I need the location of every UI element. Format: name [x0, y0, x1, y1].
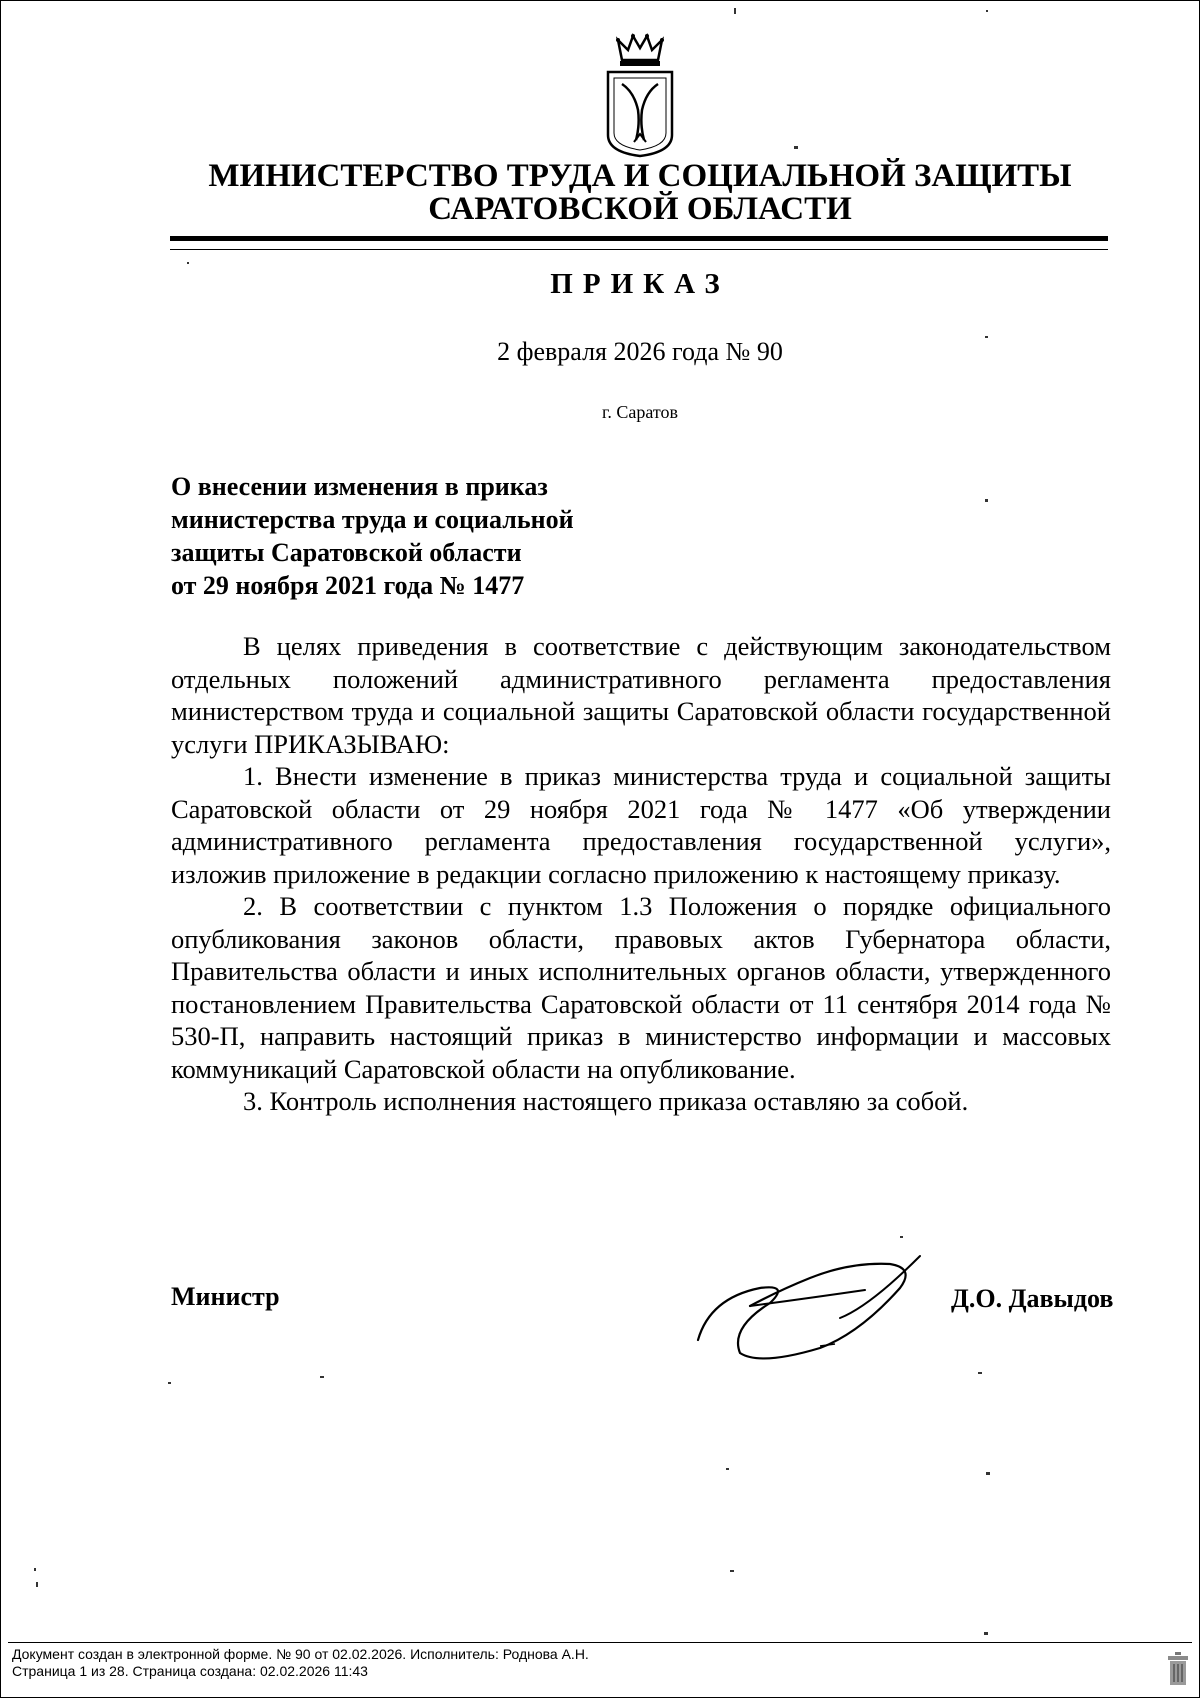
ministry-line-1: МИНИСТЕРСТВО ТРУДА И СОЦИАЛЬНОЙ ЗАЩИТЫ: [208, 158, 1072, 194]
scan-speck: [985, 499, 988, 502]
subject-line: О внесении изменения в приказ: [171, 472, 548, 501]
scan-speck: [986, 1472, 990, 1475]
subject-line: защиты Саратовской области: [171, 538, 522, 567]
body-paragraph-preamble: В целях приведения в соответствие с действующим законодательством отдельных положений административного регламента предоставления министерством труда и социальной защиты Саратовской области государственной услуги ПРИКАЗЫВАЮ:: [171, 631, 1111, 759]
scan-speck: [34, 1568, 36, 1571]
document-subject: [171, 470, 691, 602]
footer-line-1: Документ создан в электронной форме. № 90 от 02.02.2026. Исполнитель: Роднова А.Н.: [12, 1646, 589, 1662]
scan-speck: [900, 1236, 903, 1238]
document-city: г. Саратов: [602, 402, 678, 422]
signer-name: Д.О. Давыдов: [951, 1284, 1114, 1313]
scan-speck: [320, 1376, 324, 1378]
coat-of-arms-icon: [600, 30, 680, 160]
scan-speck: [734, 8, 736, 14]
footer-line-2: Страница 1 из 28. Страница создана: 02.02.2026 11:43: [12, 1663, 368, 1679]
scan-speck: [978, 1372, 982, 1374]
header-rule-thin: [170, 249, 1108, 250]
scan-speck: [794, 146, 798, 149]
document-type: ПРИКАЗ: [550, 268, 730, 300]
body-paragraph-item-2: 2. В соответствии с пунктом 1.3 Положения о порядке официального опубликования законов области, правовых актов Губернатора области, Правительства области и иных исполнительных органов области, утвержденного постановлением Правительства Саратовской области от 11 сентября 2014 года № 530-П, направить настоящий приказ в министерство информации и массовых коммуникаций Саратовской области на опубликование.: [171, 891, 1111, 1084]
document-body: [171, 630, 1111, 1118]
trash-icon: [1166, 1652, 1190, 1686]
signer-title: Министр: [171, 1282, 280, 1311]
footer: [12, 1646, 589, 1680]
ministry-line-2: САРАТОВСКОЙ ОБЛАСТИ: [428, 191, 852, 227]
body-paragraph-item-1: 1. Внести изменение в приказ министерства труда и социальной защиты Саратовской области от 29 ноября 2021 года № 1477 «Об утверждении административного регламента предоставления государственной услуги», изложив приложение в редакции согласно приложению к настоящему приказу.: [171, 761, 1111, 889]
header-rule-thick: [170, 236, 1108, 241]
scan-speck: [730, 1570, 734, 1572]
scan-speck: [984, 1632, 988, 1635]
scan-speck: [168, 1382, 171, 1384]
subject-line: от 29 ноября 2021 года № 1477: [171, 571, 525, 600]
ministry-name: [170, 160, 1110, 226]
body-paragraph-item-3: 3. Контроль исполнения настоящего приказа оставляю за собой.: [243, 1086, 969, 1116]
scan-speck: [985, 336, 988, 338]
scan-speck: [726, 1468, 729, 1470]
subject-line: министерства труда и социальной: [171, 505, 574, 534]
scan-speck: [187, 262, 189, 264]
footer-rule: [8, 1642, 1192, 1643]
document-date-number: 2 февраля 2026 года № 90: [497, 337, 783, 366]
scan-speck: [36, 1582, 38, 1587]
scan-speck: [986, 10, 988, 12]
handwritten-signature: [690, 1248, 940, 1368]
